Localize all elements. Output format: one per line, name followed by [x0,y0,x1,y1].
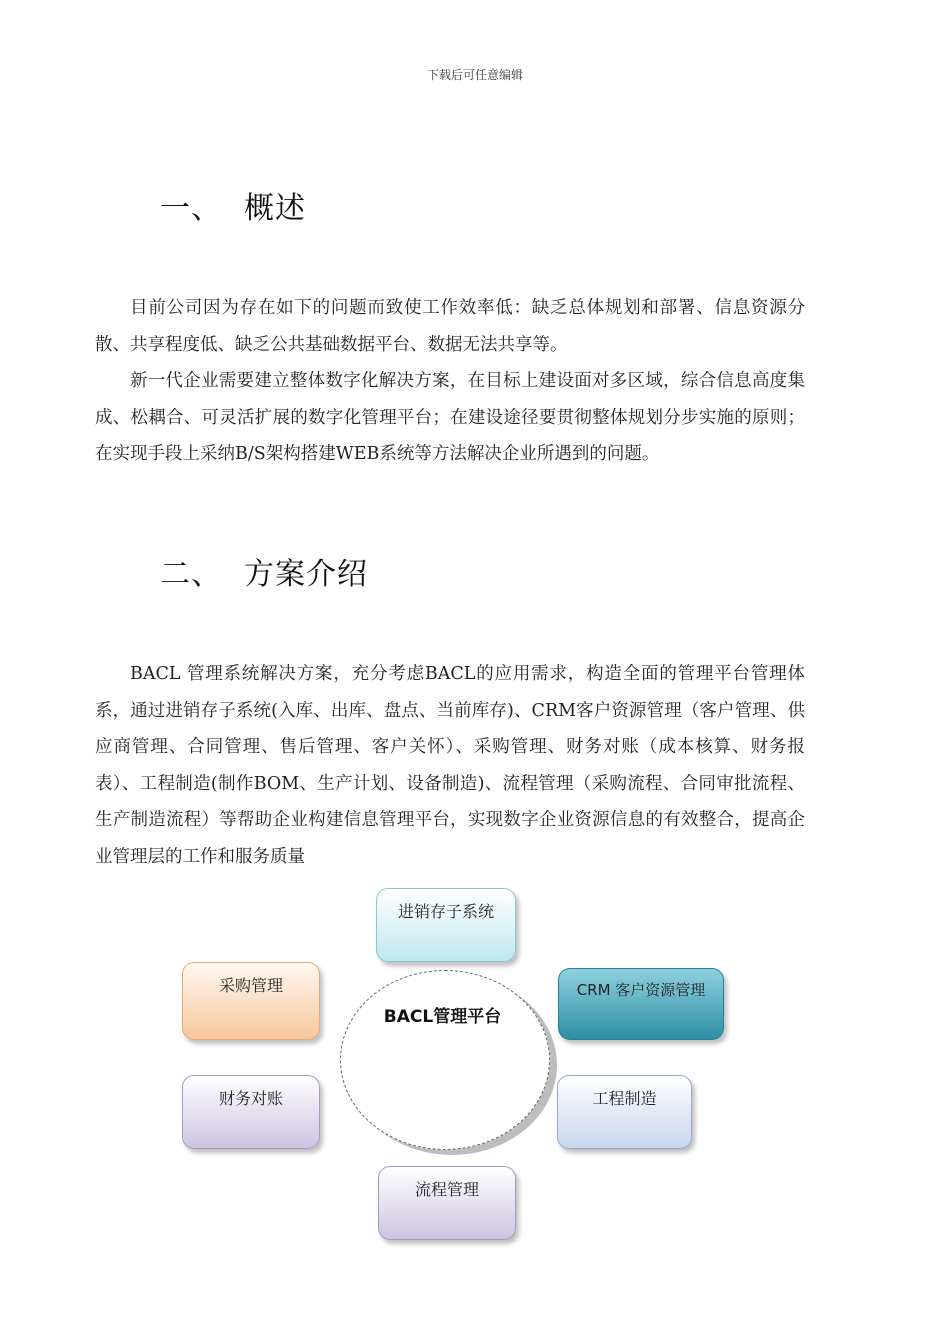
paragraph: BACL 管理系统解决方案，充分考虑BACL的应用需求，构造全面的管理平台管理体系，通过进销存子系统(入库、出库、盘点、当前库存)、CRM客户资源管理（客户管理、供应商管理、合同管理、售后管理、客户关怀）、采购管理、财务对账（成本核算、财务报表）、工程制造(制作BOM、生产计划、设备制造)、流程管理（采购流程、合同审批流程、生产制造流程）等帮助企业构建信息管理平台，实现数字企业资源信息的有效整合，提高企业管理层的工作和服务质量 [95,664,805,867]
section-1-body [95,290,805,473]
module-inventory: 进销存子系统 [376,888,516,962]
center-circle [340,970,550,1150]
paragraph: 新一代企业需要建立整体数字化解决方案，在目标上建设面对多区域，综合信息高度集成、松耦合、可灵活扩展的数字化管理平台；在建设途径要贯彻整体规划分步实施的原则；在实现手段上采纳B/S架构搭建WEB系统等方法解决企业所遇到的问题。 [95,371,805,464]
header-note: 下载后可任意编辑 [426,68,523,82]
section-2-title: 方案介绍 [244,557,368,592]
section-1-title: 概述 [244,191,306,226]
section-1-number: 一、 [160,191,222,226]
module-finance: 财务对账 [182,1075,320,1149]
module-process: 流程管理 [378,1166,516,1240]
platform-diagram [0,880,950,1260]
paragraph: 目前公司因为存在如下的问题而致使工作效率低：缺乏总体规划和部署、信息资源分散、共享程度低、缺乏公共基础数据平台、数据无法共享等。 [95,298,805,355]
section-2-body [95,656,805,875]
module-crm: CRM 客户资源管理 [558,968,724,1040]
center-label: BACL管理平台 [383,1007,502,1027]
section-1-heading [160,183,306,227]
section-2-number: 二、 [160,557,222,592]
module-engineering: 工程制造 [557,1075,692,1149]
module-purchase: 采购管理 [182,962,320,1040]
section-2-heading [160,549,368,593]
